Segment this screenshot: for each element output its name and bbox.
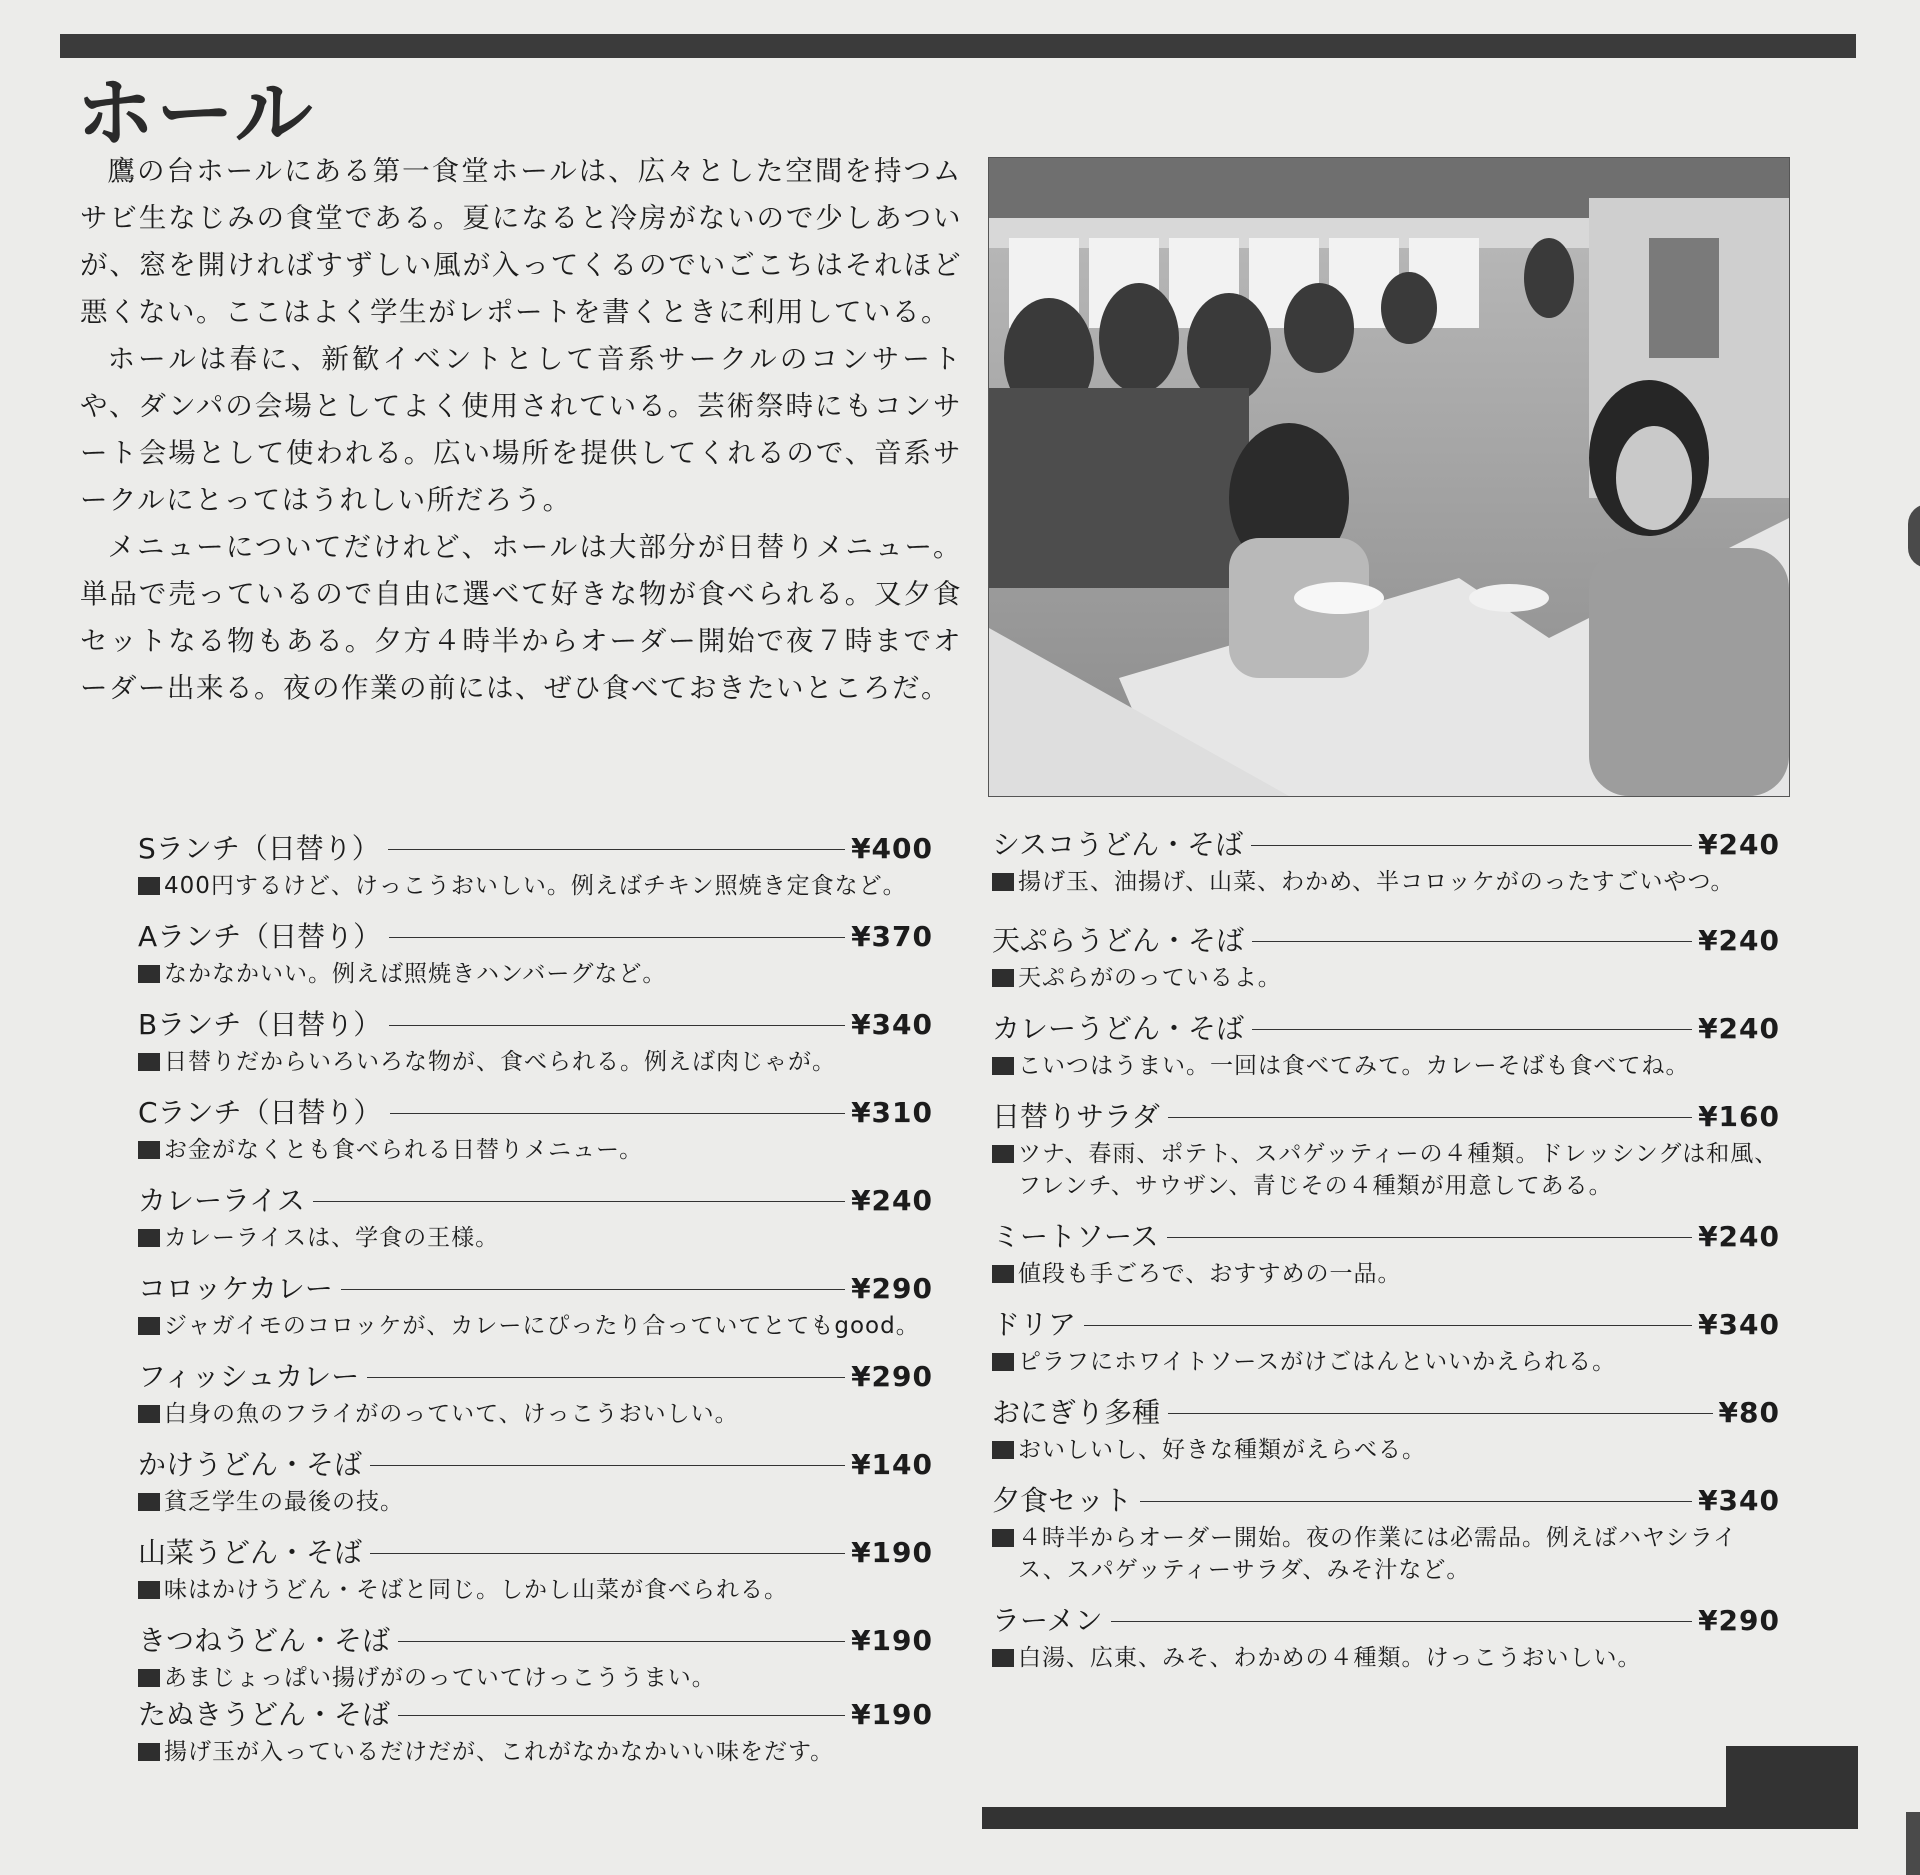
item-price: ¥240 xyxy=(1698,1012,1780,1045)
item-description: ツナ、春雨、ポテト、スパゲッティーの４種類。ドレッシングは和風、フレンチ、サウザン、青じその４種類が用意してある。 xyxy=(1018,1141,1779,1199)
item-price: ¥80 xyxy=(1718,1396,1780,1429)
item-name: たぬきうどん・そば xyxy=(138,1698,391,1731)
leader-line xyxy=(367,1377,845,1378)
menu-item xyxy=(138,1092,933,1166)
item-description: あまじょっぱい揚げがのっていてけっこううまい。 xyxy=(164,1665,716,1691)
menu-item xyxy=(138,1620,933,1694)
menu-item xyxy=(138,1694,933,1768)
item-price: ¥290 xyxy=(1698,1604,1780,1637)
item-name: おにぎり多種 xyxy=(992,1396,1161,1429)
item-price: ¥190 xyxy=(851,1536,933,1569)
bullet-square-icon xyxy=(992,1353,1014,1371)
item-name: ドリア xyxy=(992,1308,1077,1341)
edge-tab-marker xyxy=(1908,504,1920,568)
menu-item xyxy=(992,1600,1780,1674)
leader-line xyxy=(389,1025,845,1026)
menu-item xyxy=(138,1444,933,1518)
leader-line xyxy=(1168,1117,1692,1118)
item-description: カレーライスは、学食の王様。 xyxy=(164,1225,500,1251)
bullet-square-icon xyxy=(138,1141,160,1159)
item-price: ¥290 xyxy=(851,1360,933,1393)
item-name: 天ぷらうどん・そば xyxy=(992,924,1245,957)
item-price: ¥140 xyxy=(851,1448,933,1481)
menu-item xyxy=(992,1392,1780,1466)
item-name: ラーメン xyxy=(992,1604,1103,1637)
menu-item xyxy=(992,920,1780,994)
leader-line xyxy=(1252,941,1692,942)
item-price: ¥370 xyxy=(851,920,933,953)
leader-line xyxy=(341,1289,845,1290)
bullet-square-icon xyxy=(992,1529,1014,1547)
bullet-square-icon xyxy=(992,1649,1014,1667)
menu-item xyxy=(138,1180,933,1254)
menu-item xyxy=(992,824,1780,898)
item-price: ¥190 xyxy=(851,1698,933,1731)
item-description: 揚げ玉、油揚げ、山菜、わかめ、半コロッケがのったすごいやつ。 xyxy=(1018,869,1735,895)
item-price: ¥290 xyxy=(851,1272,933,1305)
item-description: こいつはうまい。一回は食べてみて。カレーそばも食べてね。 xyxy=(1018,1053,1690,1079)
intro-paragraph-2: ホールは春に、新歓イベントとして音系サークルのコンサートや、ダンパの会場としてよく使用されている。芸術祭時にもコンサート会場として使われる。広い場所を提供してくれるので、音系サークルにとってはうれしい所だろう。 xyxy=(80,343,962,516)
menu-list-left xyxy=(138,828,933,1768)
bullet-square-icon xyxy=(138,877,160,895)
item-description: 揚げ玉が入っているだけだが、これがなかなかいい味をだす。 xyxy=(164,1739,835,1765)
leader-line xyxy=(398,1715,845,1716)
bullet-square-icon xyxy=(138,1053,160,1071)
bullet-square-icon xyxy=(992,969,1014,987)
menu-list-right xyxy=(992,824,1780,1674)
edge-bar-marker xyxy=(1906,1812,1920,1875)
item-name: 夕食セット xyxy=(992,1484,1133,1517)
item-name: カレーうどん・そば xyxy=(992,1012,1245,1045)
bullet-square-icon xyxy=(138,1743,160,1761)
bullet-square-icon xyxy=(992,873,1014,891)
item-name: ミートソース xyxy=(992,1220,1159,1253)
item-description: 白湯、広東、みそ、わかめの４種類。けっこうおいしい。 xyxy=(1018,1645,1642,1671)
item-description: ４時半からオーダー開始。夜の作業には必需品。例えばハヤシライス、スパゲッティーサラダ、みそ汁など。 xyxy=(1018,1525,1738,1583)
bullet-square-icon xyxy=(992,1145,1014,1163)
item-description: 白身の魚のフライがのっていて、けっこうおいしい。 xyxy=(164,1401,739,1427)
bullet-square-icon xyxy=(138,1493,160,1511)
leader-line xyxy=(398,1641,845,1642)
leader-line xyxy=(390,1113,846,1114)
bullet-square-icon xyxy=(138,1405,160,1423)
item-name: シスコうどん・そば xyxy=(992,828,1244,861)
bullet-square-icon xyxy=(138,1317,160,1335)
intro-text xyxy=(80,148,962,712)
menu-item xyxy=(138,916,933,990)
leader-line xyxy=(1167,1237,1692,1238)
leader-line xyxy=(388,849,845,850)
item-price: ¥240 xyxy=(1698,1220,1780,1253)
menu-item xyxy=(992,1304,1780,1378)
item-name: 山菜うどん・そば xyxy=(138,1536,363,1569)
leader-line xyxy=(1168,1413,1713,1414)
menu-item xyxy=(992,1008,1780,1082)
item-description: 日替りだからいろいろな物が、食べられる。例えば肉じゃが。 xyxy=(164,1049,836,1075)
item-description: 400円するけど、けっこうおいしい。例えばチキン照焼き定食など。 xyxy=(164,873,907,899)
item-name: Cランチ（日替り） xyxy=(138,1096,382,1129)
bullet-square-icon xyxy=(992,1265,1014,1283)
item-description: 味はかけうどん・そばと同じ。しかし山菜が食べられる。 xyxy=(164,1577,788,1603)
bullet-square-icon xyxy=(992,1057,1014,1075)
menu-item xyxy=(138,1356,933,1430)
leader-line xyxy=(1084,1325,1692,1326)
item-price: ¥340 xyxy=(1698,1308,1780,1341)
item-name: Aランチ（日替り） xyxy=(138,920,382,953)
item-price: ¥160 xyxy=(1698,1100,1780,1133)
item-price: ¥400 xyxy=(851,832,933,865)
item-description: ジャガイモのコロッケが、カレーにぴったり合っていてとてもgood。 xyxy=(164,1313,920,1339)
item-description: なかなかいい。例えば照焼きハンバーグなど。 xyxy=(164,961,667,987)
item-name: フィッシュカレー xyxy=(138,1360,360,1393)
bullet-square-icon xyxy=(138,1669,160,1687)
item-description: 天ぷらがのっているよ。 xyxy=(1018,965,1282,991)
menu-item xyxy=(992,1480,1780,1586)
intro-paragraph-3: メニューについてだけれど、ホールは大部分が日替りメニュー。単品で売っているので自由に選べて好きな物が食べられる。又夕食セットなる物もある。夕方４時半からオーダー開始で夜７時までオーダー出来る。夜の作業の前には、ぜひ食べておきたいところだ。 xyxy=(80,531,962,704)
bottom-rule xyxy=(982,1807,1858,1829)
leader-line xyxy=(1252,1029,1692,1030)
item-description: 値段も手ごろで、おすすめの一品。 xyxy=(1018,1261,1402,1287)
bullet-square-icon xyxy=(138,1229,160,1247)
leader-line xyxy=(1251,845,1692,846)
leader-line xyxy=(313,1201,845,1202)
leader-line xyxy=(389,937,845,938)
intro-paragraph-1: 鷹の台ホールにある第一食堂ホールは、広々とした空間を持つムサビ生なじみの食堂である。夏になると冷房がないので少しあついが、窓を開ければすずしい風が入ってくるのでいごこちはそれほど悪くない。ここはよく学生がレポートを書くときに利用している。 xyxy=(80,155,962,328)
item-name: カレーライス xyxy=(138,1184,305,1217)
bullet-square-icon xyxy=(992,1441,1014,1459)
item-name: きつねうどん・そば xyxy=(138,1624,391,1657)
leader-line xyxy=(1140,1501,1692,1502)
menu-item xyxy=(138,1268,933,1342)
item-name: Sランチ（日替り） xyxy=(138,832,380,865)
item-description: ピラフにホワイトソースがけごはんといいかえられる。 xyxy=(1018,1349,1617,1375)
item-description: 貧乏学生の最後の技。 xyxy=(164,1489,404,1515)
item-description: おいしいし、好きな種類がえらべる。 xyxy=(1018,1437,1426,1463)
top-rule xyxy=(60,34,1856,58)
cafeteria-photo xyxy=(988,157,1790,797)
item-price: ¥340 xyxy=(851,1008,933,1041)
menu-item xyxy=(992,1096,1780,1202)
leader-line xyxy=(1111,1621,1692,1622)
item-price: ¥190 xyxy=(851,1624,933,1657)
item-price: ¥240 xyxy=(851,1184,933,1217)
item-name: 日替りサラダ xyxy=(992,1100,1160,1133)
item-name: コロッケカレー xyxy=(138,1272,333,1305)
menu-item xyxy=(138,1004,933,1078)
menu-item xyxy=(138,1532,933,1606)
item-price: ¥340 xyxy=(1698,1484,1780,1517)
bullet-square-icon xyxy=(138,1581,160,1599)
item-name: かけうどん・そば xyxy=(138,1448,363,1481)
bullet-square-icon xyxy=(138,965,160,983)
item-price: ¥310 xyxy=(851,1096,933,1129)
item-name: Bランチ（日替り） xyxy=(138,1008,382,1041)
leader-line xyxy=(370,1553,845,1554)
item-description: お金がなくとも食べられる日替りメニュー。 xyxy=(164,1137,644,1163)
menu-item xyxy=(138,828,933,902)
item-price: ¥240 xyxy=(1698,828,1780,861)
item-price: ¥240 xyxy=(1698,924,1780,957)
menu-item xyxy=(992,1216,1780,1290)
page-title: ホール xyxy=(76,69,315,159)
leader-line xyxy=(370,1465,845,1466)
